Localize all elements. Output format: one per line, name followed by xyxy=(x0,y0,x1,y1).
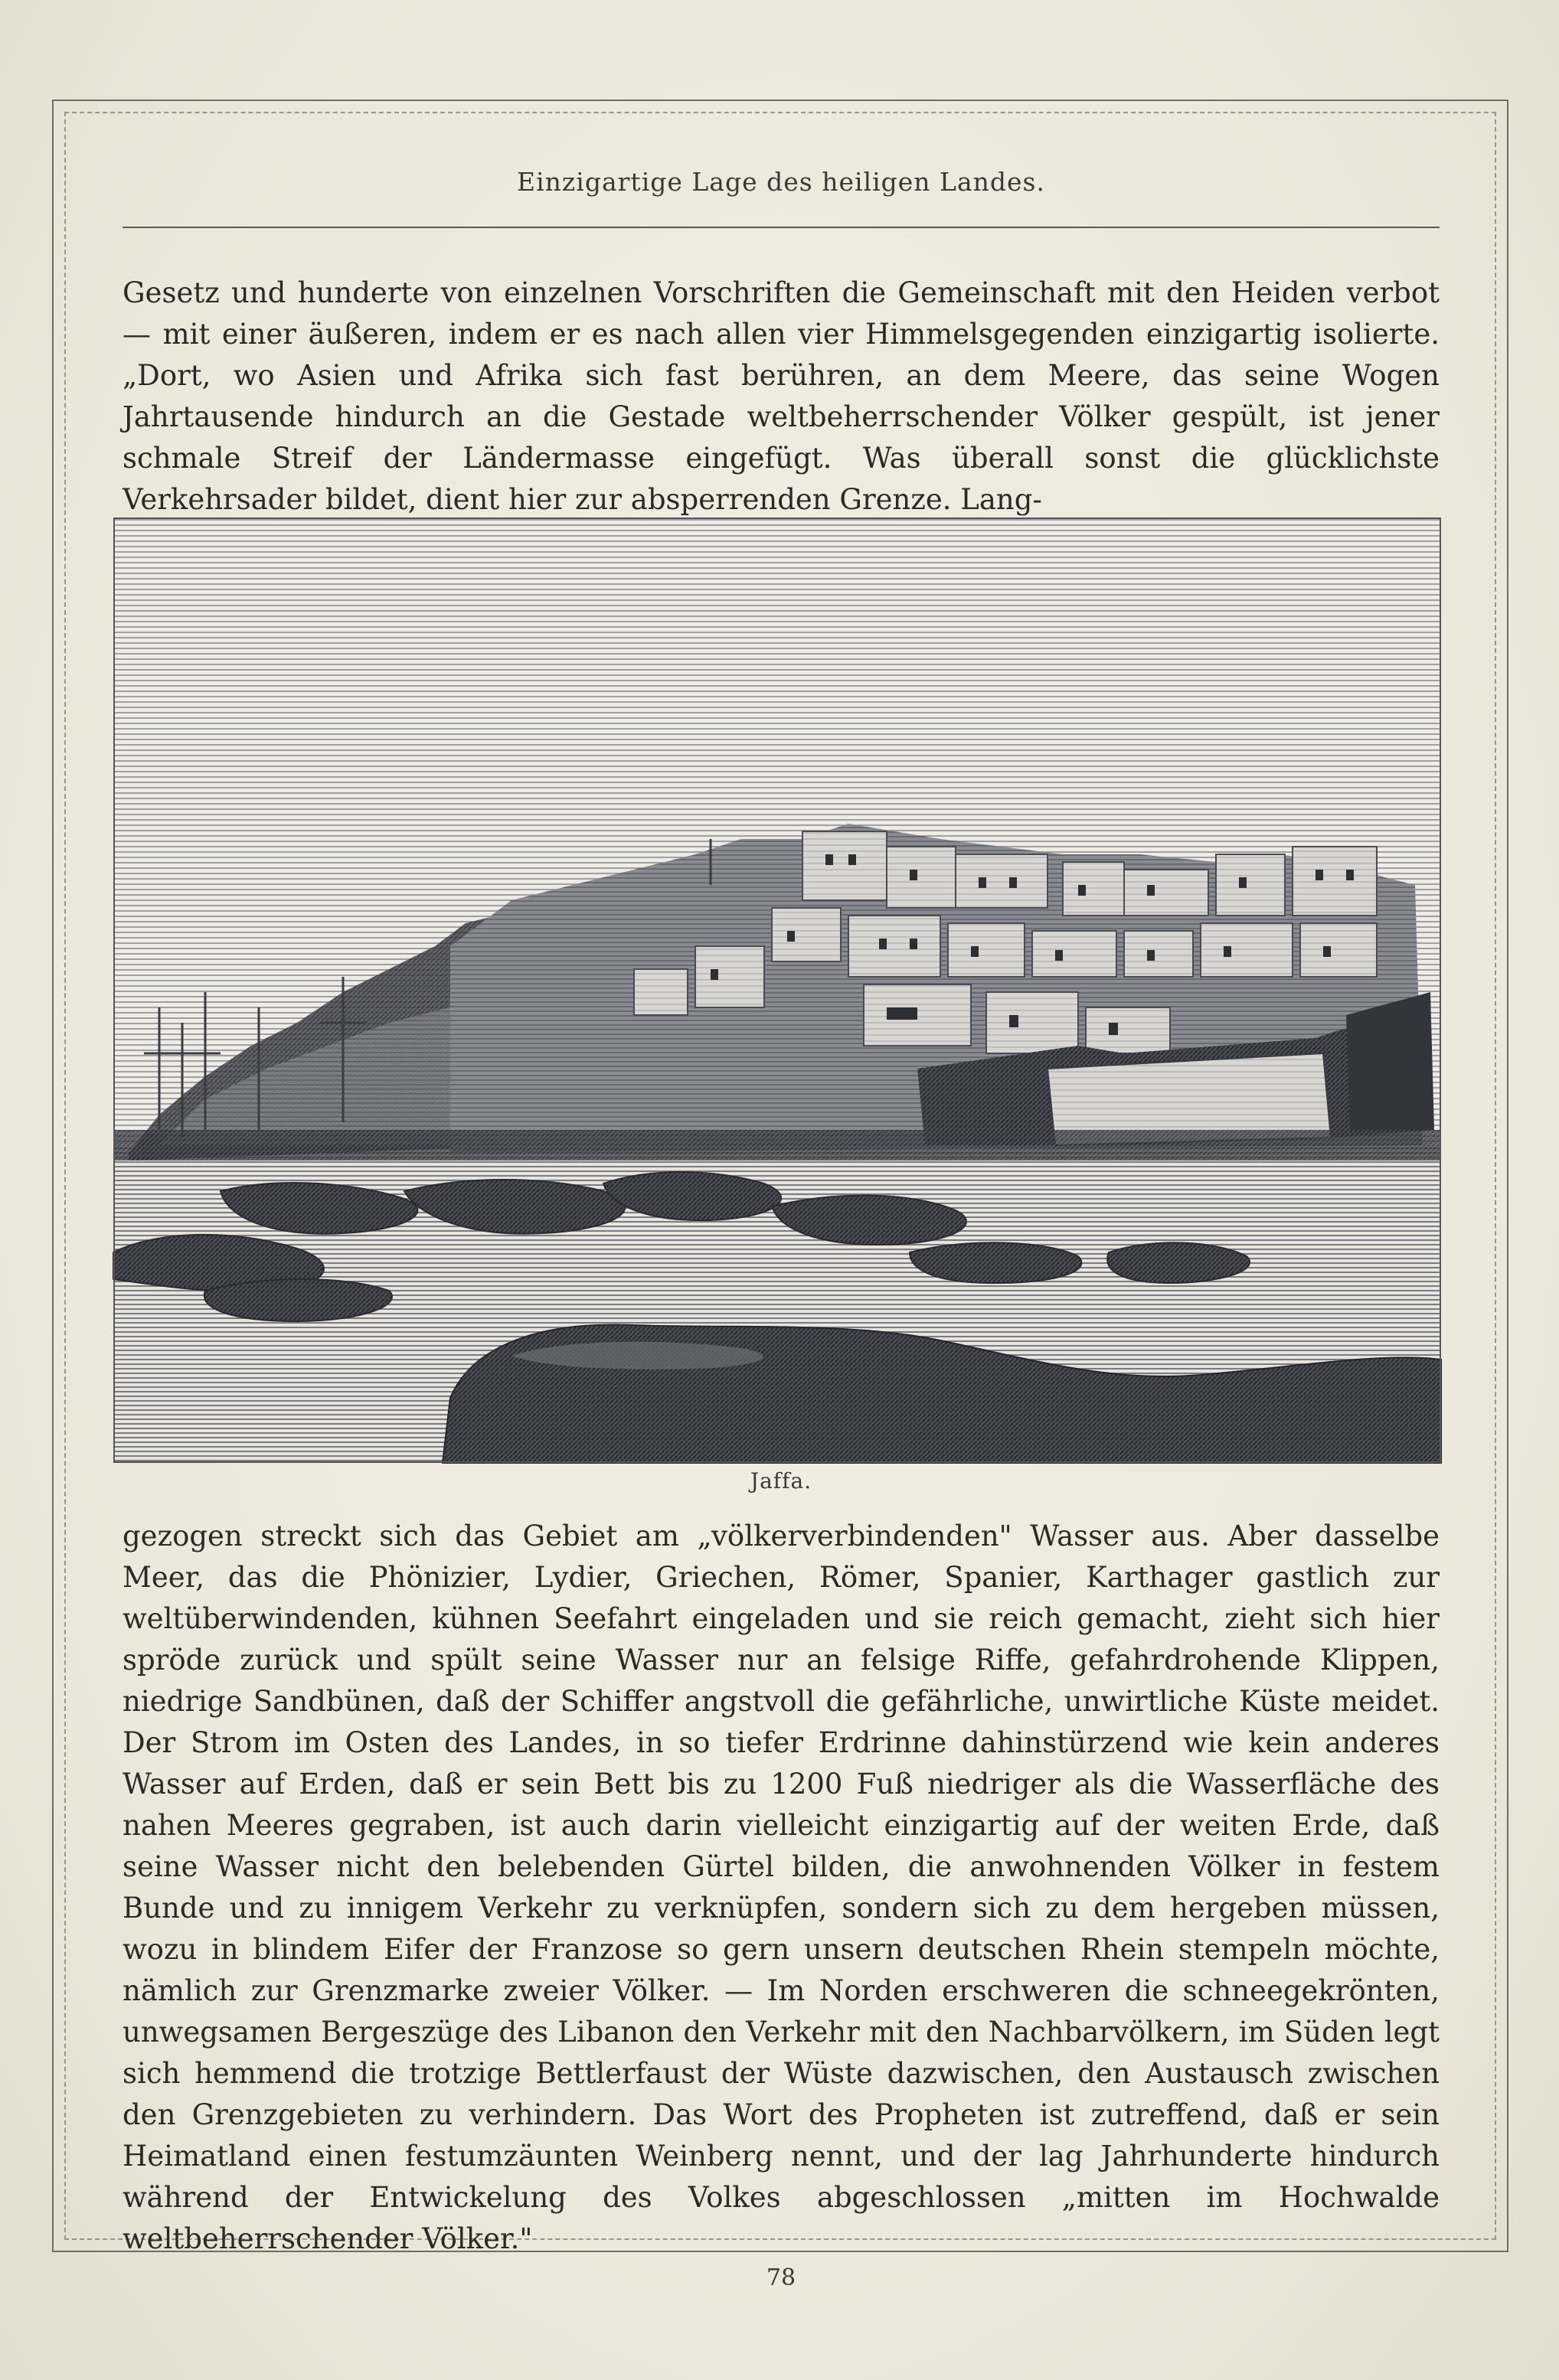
paragraph-top xyxy=(123,273,1440,516)
figure-caption: Jaffa. xyxy=(750,1468,812,1494)
paragraph-bottom-text: gezogen streckt sich das Gebiet am „völkerverbindenden" Wasser aus. Aber dasselbe Meer, das die Phönizier, Lydier, Griechen, Römer, Spanier, Karthager gastlich zur weltüberwindenden, kühnen Seefahrt eingeladen und sie reich gemacht, zieht sich hier spröde zurück und spült seine Wasser nur an felsige Riffe, gefahrdrohende Klippen, niedrige Sandbünen, daß der Schiffer angstvoll die gefährliche, unwirtliche Küste meidet. Der Strom im Osten des Landes, in so tiefer Erdrinne dahinstürzend wie kein anderes Wasser auf Erden, daß er sein Bett bis zu 1200 Fuß niedriger als die Wasserfläche des nahen Meeres gegraben, ist auch darin vielleicht einzigartig auf der weiten Erde, daß seine Wasser nicht den belebenden Gürtel bilden, die anwohnenden Völker in festem Bunde und zu innigem Verkehr zu verknüpfen, sondern sich zu dem hergeben müssen, wozu in blindem Eifer der Franzose so gern unsern deutschen Rhein stempeln möchte, nämlich zur Grenzmarke zweier Völker. — Im Norden erschweren die schneegekrönten, unwegsamen Bergeszüge des Libanon den Verkehr mit den Nachbarvölkern, im Süden legt sich hemmend die trotzige Bettlerfaust der Wüste dazwischen, den Austausch zwischen den Grenzgebieten zu verhindern. Das Wort des Propheten ist zutreffend, daß er sein Heimatland einen festumzäunten Weinberg nennt, und der lag Jahrhunderte hindurch während der Entwickelung des Volkes abgeschlossen „mitten im Hochwalde weltbeherrschender Völker." xyxy=(123,1520,1440,2255)
waterfront-band xyxy=(113,1130,1441,1161)
header-rule xyxy=(123,227,1440,228)
paragraph-top-text: Gesetz und hunderte von einzelnen Vorschriften die Gemeinschaft mit den Heiden verbot — mit einer äußeren, indem er es nach allen vier Himmelsgegenden einzigartig isolierte. „Dort, wo Asien und Afrika sich fast berühren, an dem Meere, das seine Wogen Jahrtausende hindurch an die Gestade weltbeherrschender Völker gespült, ist jener schmale Streif der Ländermasse eingefügt. Was überall sonst die glücklichste Verkehrsader bildet, dient hier zur absperrenden Grenze. Lang- xyxy=(123,276,1440,516)
jaffa-engraving xyxy=(113,517,1441,1463)
paragraph-bottom xyxy=(123,1516,1440,2255)
running-head: Einzigartige Lage des heiligen Landes. xyxy=(517,167,1045,197)
page-number: 78 xyxy=(766,2264,796,2291)
